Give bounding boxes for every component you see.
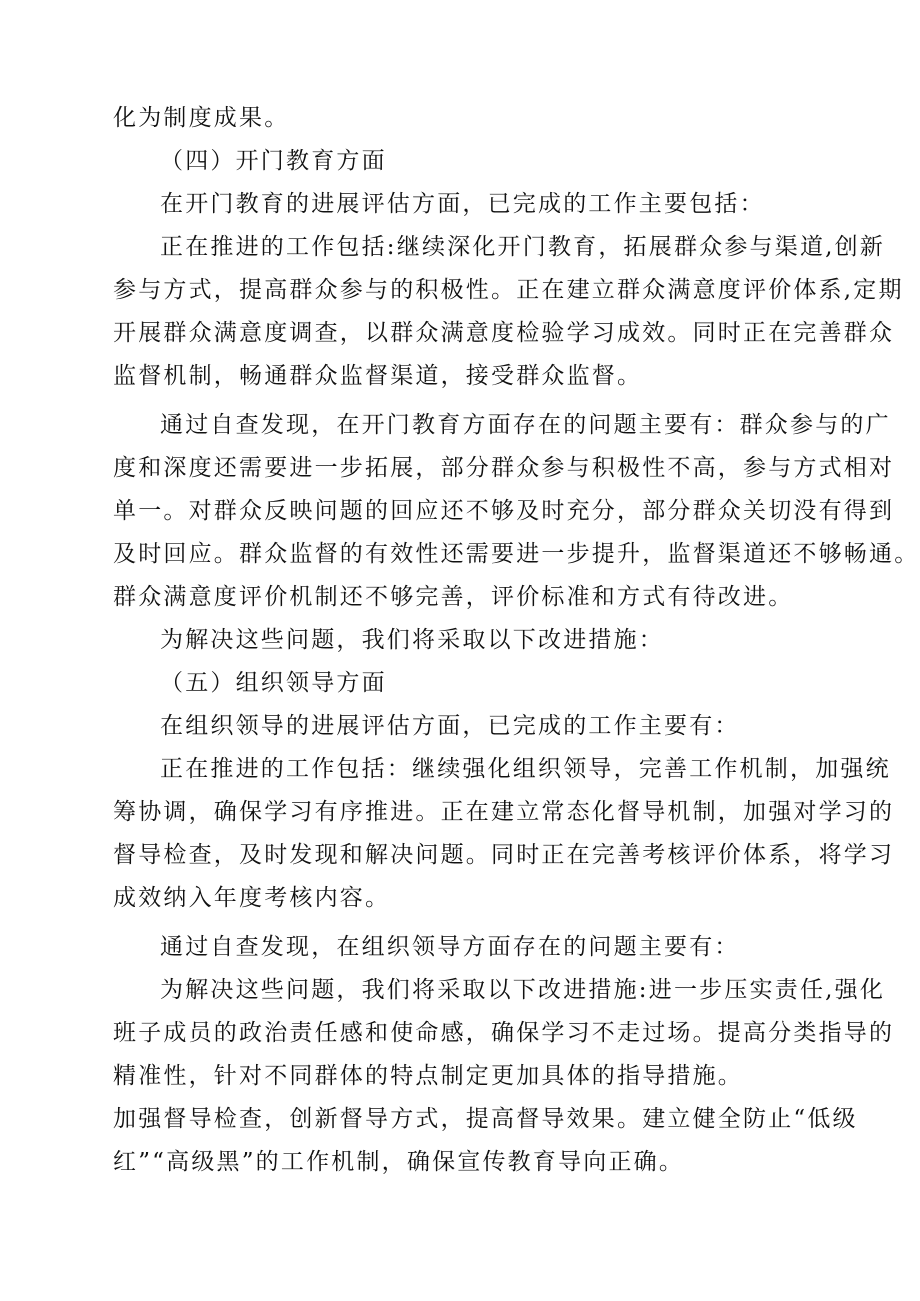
section-heading: （四）开门教育方面 <box>160 148 387 174</box>
paragraph-line: 及时回应。群众监督的有效性还需要进一步提升，监督渠道还不够畅通。 <box>113 541 920 567</box>
paragraph-line: 在组织领导的进展评估方面，已完成的工作主要有： <box>160 713 740 739</box>
section-heading: （五）组织领导方面 <box>160 670 387 696</box>
paragraph-line: 开展群众满意度调查，以群众满意度检验学习成效。同时正在完善群众 <box>113 320 895 346</box>
paragraph-line: 监督机制，畅通群众监督渠道，接受群众监督。 <box>113 363 643 389</box>
paragraph-line: 为解决这些问题，我们将采取以下改进措施:进一步压实责任,强化 <box>160 977 886 1003</box>
paragraph-line: 为解决这些问题，我们将采取以下改进措施： <box>160 627 664 653</box>
paragraph-line: 参与方式，提高群众参与的积极性。正在建立群众满意度评价体系,定期 <box>113 277 904 303</box>
paragraph-line: 红”“高级黑”的工作机制，确保宣传教育导向正确。 <box>113 1149 685 1175</box>
paragraph-line: 正在推进的工作包括:继续深化开门教育，拓展群众参与渠道,创新 <box>160 234 886 260</box>
paragraph-line: 单一。对群众反映问题的回应还不够及时充分，部分群众关切没有得到 <box>113 498 895 524</box>
paragraph-line: 通过自查发现，在开门教育方面存在的问题主要有：群众参与的广 <box>160 412 891 438</box>
paragraph-line: 正在推进的工作包括：继续强化组织领导，完善工作机制，加强统 <box>160 756 891 782</box>
paragraph-line: 群众满意度评价机制还不够完善，评价标准和方式有待改进。 <box>113 584 794 610</box>
paragraph-line: 筹协调，确保学习有序推进。正在建立常态化督导机制，加强对学习的 <box>113 799 895 825</box>
paragraph-line: 化为制度成果。 <box>113 105 290 131</box>
paragraph-line: 成效纳入年度考核内容。 <box>113 885 391 911</box>
paragraph-line: 度和深度还需要进一步拓展，部分群众参与积极性不高，参与方式相对 <box>113 455 895 481</box>
paragraph-line: 通过自查发现，在组织领导方面存在的问题主要有： <box>160 934 740 960</box>
paragraph-line: 加强督导检查，创新督导方式，提高督导效果。建立健全防止“低级 <box>113 1106 858 1132</box>
paragraph-line: 在开门教育的进展评估方面，已完成的工作主要包括： <box>160 191 765 217</box>
paragraph-line: 督导检查，及时发现和解决问题。同时正在完善考核评价体系，将学习 <box>113 842 895 868</box>
paragraph-line: 精准性，针对不同群体的特点制定更加具体的指导措施。 <box>113 1063 743 1089</box>
paragraph-line: 班子成员的政治责任感和使命感，确保学习不走过场。提高分类指导的 <box>113 1020 895 1046</box>
